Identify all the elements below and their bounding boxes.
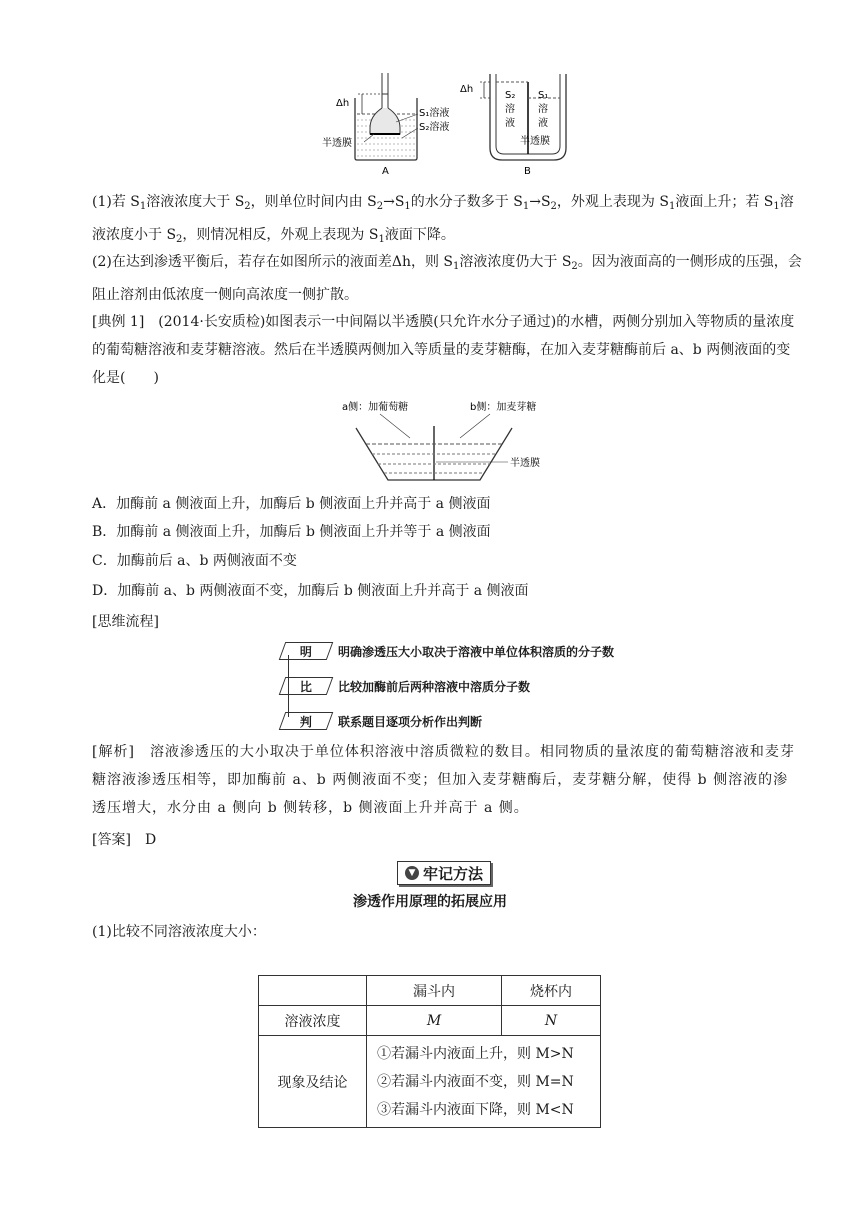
trough-b-label: b侧：加麦芽糖 <box>470 402 537 413</box>
b-ye-right: 液 <box>538 118 548 129</box>
analysis-tag: [解析] <box>92 744 135 760</box>
label-b: B <box>524 166 531 177</box>
conclusion-3: ③若漏斗内液面下降，则 M<N <box>377 1101 574 1118</box>
flow-tag-2: 比 <box>279 677 334 695</box>
label-a: A <box>382 166 389 177</box>
s1-solution-label: S₁溶液 <box>419 108 450 119</box>
option-a: A．加酶前 a 侧液面上升，加酶后 b 侧液面上升并高于 a 侧液面 <box>92 496 491 512</box>
table-row-label-concentration: 溶液浓度 <box>259 1006 367 1036</box>
table-conclusions <box>367 1036 601 1128</box>
flow-step-3 <box>282 711 482 731</box>
option-b: B．加酶前 a 侧液面上升，加酶后 b 侧液面上升并等于 a 侧液面 <box>92 524 491 540</box>
concentration-table <box>258 975 601 1128</box>
b-ye-left: 液 <box>505 118 515 129</box>
table-cell-m: M <box>367 1006 502 1036</box>
table-header-funnel: 漏斗内 <box>367 976 502 1006</box>
table-row-label-conclusion: 现象及结论 <box>259 1036 367 1128</box>
flow-text-1: 明确渗透压大小取决于溶液中单位体积溶质的分子数 <box>338 644 615 659</box>
method-badge: ▼ 牢记方法 <box>397 861 491 885</box>
answer: [答案] D <box>92 832 157 848</box>
trough-a-label: a侧：加葡萄糖 <box>342 402 409 413</box>
flow-step-1 <box>282 641 614 661</box>
answer-value: D <box>144 832 157 848</box>
flow-connector <box>288 655 290 717</box>
b-rong-left: 溶 <box>505 104 515 115</box>
option-c: C．加酶前后 a、b 两侧液面不变 <box>92 553 297 569</box>
para-2: (2)在达到渗透平衡后，若存在如图所示的液面差Δh，则 $S_1$溶液浓度仍大于 $S_2$。因为液面高的一侧形成的压强，会阻止溶剂由低浓度一侧向高浓度一侧扩散。 <box>92 254 802 303</box>
table-header-empty <box>259 976 367 1006</box>
compare-heading: (1)比较不同溶液浓度大小： <box>92 924 266 940</box>
b-s1-label: S₁ <box>538 90 549 101</box>
example-tag: [典例 1] <box>92 314 145 330</box>
flow-text-3: 联系题目逐项分析作出判断 <box>338 714 483 729</box>
conclusion-1: ①若漏斗内液面上升，则 M>N <box>377 1045 574 1062</box>
b-rong-right: 溶 <box>538 104 548 115</box>
table-cell-n: N <box>502 1006 601 1036</box>
s2-solution-label: S₂溶液 <box>419 122 450 133</box>
flow-tag-3: 判 <box>279 712 334 730</box>
para-1: (1)若 $S_1$溶液浓度大于 $S_2$，则单位时间内由 $S_2\to S_1$的水分子数多于 $S_1\to S_2$，外观上表现为 $S_1$液面上升；若 $S_1$溶液浓度小于 $S_2$，则情况相反，外观上表现为 $S_1$液面下降。 <box>92 194 794 245</box>
table-header-beaker: 烧杯内 <box>502 976 601 1006</box>
flow-text-2: 比较加酶前后两种溶液中溶质分子数 <box>338 679 531 694</box>
conclusion-2: ②若漏斗内液面不变，则 M=N <box>377 1073 574 1090</box>
delta-h-label-a: Δh <box>336 98 350 109</box>
flow-tag-1: 明 <box>279 642 334 660</box>
delta-h-label-b: Δh <box>460 84 474 95</box>
method-subtitle: 渗透作用原理的拓展应用 <box>353 894 507 910</box>
membrane-label-b: 半透膜 <box>520 136 550 147</box>
analysis: [解析] 溶液渗透压的大小取决于单位体积溶液中溶质微粒的数目。相同物质的量浓度的葡萄糖溶液和麦芽糖溶液渗透压相等，即加酶前 a、b 两侧液面不变；但加入麦芽糖酶后，麦芽糖分解，使得 b 侧溶液的渗透压增大，水分由 a 侧向 b 侧转移，b 侧液面上升并高于 a 侧。 <box>92 744 795 816</box>
trough-membrane-label: 半透膜 <box>510 458 540 469</box>
chevron-down-icon: ▼ <box>405 866 419 880</box>
trough-figure <box>340 396 570 486</box>
osmosis-figure-ab <box>322 68 580 180</box>
membrane-label-a: 半透膜 <box>322 138 352 149</box>
flow-step-2 <box>282 676 530 696</box>
b-s2-label: S₂ <box>505 90 516 101</box>
example-question: [典例 1] (2014·长安质检)如图表示一中间隔以半透膜(只允许水分子通过)的水槽，两侧分别加入等物质的量浓度的葡萄糖溶液和麦芽糖溶液。然后在半透膜两侧加入等质量的麦芽糖酶，在加入麦芽糖酶前后 a、b 两侧液面的变化是( ) <box>92 314 795 386</box>
option-d: D．加酶前 a、b 两侧液面不变，加酶后 b 侧液面上升并高于 a 侧液面 <box>92 583 529 599</box>
thinking-heading: [思维流程] <box>92 614 159 630</box>
